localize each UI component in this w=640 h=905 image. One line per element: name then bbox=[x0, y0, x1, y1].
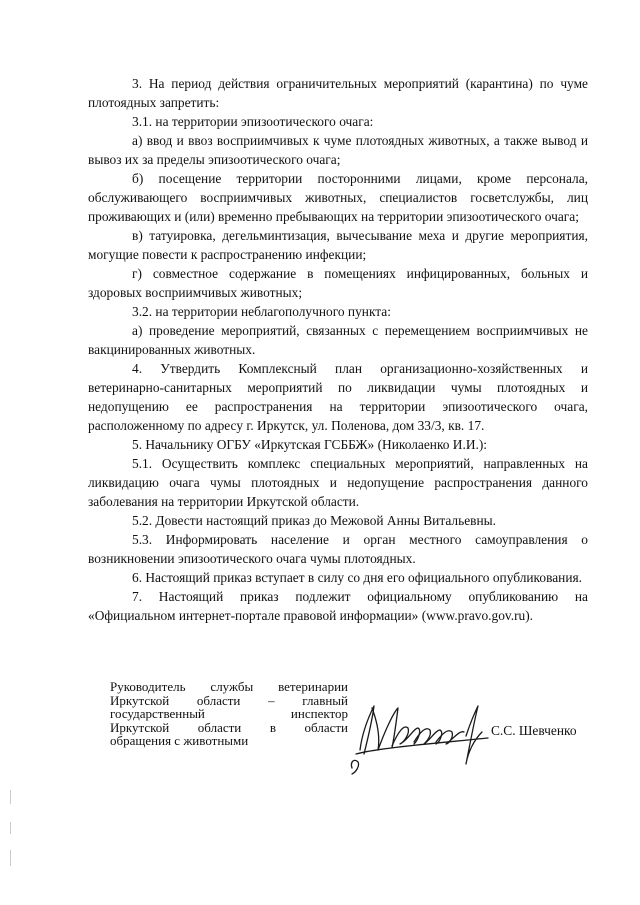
paragraph-6: 6. Настоящий приказ вступает в силу со дня его официального опубликования. bbox=[132, 570, 582, 585]
position-line: государственный инспектор bbox=[110, 706, 348, 721]
scan-margin-mark bbox=[10, 850, 11, 866]
paragraph-5-2: 5.2. Довести настоящий приказ до Межовой Анны Витальевны. bbox=[132, 513, 496, 528]
paragraph-3-1-a: а) ввод и ввоз восприимчивых к чуме плотоядных животных, а также вывод и вывоз их за пределы эпизоотического очага; bbox=[88, 133, 588, 167]
paragraph-5-1: 5.1. Осуществить комплекс специальных мероприятий, направленных на ликвидацию очага чумы плотоядных и недопущение распространения данного заболевания на территории Иркутской области. bbox=[88, 456, 588, 509]
paragraph-3-2: 3.2. на территории неблагополучного пункта: bbox=[132, 304, 391, 319]
paragraph-4: 4. Утвердить Комплексный план организационно-хозяйственных и ветеринарно-санитарных мероприятий по ликвидации чумы плотоядных и недопущению ее распространения на территории эпизоотического очага, расположенному по адресу г. Иркутск, ул. Поленова, дом 33/3, кв. 17. bbox=[88, 361, 588, 433]
scan-margin-mark bbox=[10, 822, 11, 834]
position-line: Иркутской области – главный bbox=[110, 692, 348, 708]
paragraph-3-1: 3.1. на территории эпизоотического очага: bbox=[132, 114, 374, 129]
signer-name: С.С. Шевченко bbox=[491, 723, 577, 738]
scan-margin-mark bbox=[10, 790, 11, 804]
paragraph-3-1-v: в) татуировка, дегельминтизация, вычесывание меха и другие мероприятия, могущие повести к распространению инфекции; bbox=[88, 228, 588, 262]
paragraph-3-1-g: г) совместное содержание в помещениях инфицированных, больных и здоровых восприимчивых животных; bbox=[88, 266, 588, 300]
document-body bbox=[88, 74, 588, 625]
paragraph-7: 7. Настоящий приказ подлежит официальному опубликованию на «Официальном интернет-портале правовой информации» (www.pravo.gov.ru). bbox=[88, 589, 588, 623]
position-line: обращения с животными bbox=[110, 733, 249, 748]
position-line: Руководитель службы ветеринарии bbox=[110, 679, 348, 694]
handwritten-signature bbox=[338, 688, 498, 780]
paragraph-3: 3. На период действия ограничительных мероприятий (карантина) по чуме плотоядных запретить: bbox=[88, 76, 588, 110]
paragraph-3-1-b: б) посещение территории посторонними лицами, кроме персонала, обслуживающего восприимчивых животных, специалистов госветслужбы, лиц проживающих и (или) временно пребывающих на территории эпизоотического очага; bbox=[88, 171, 588, 224]
paragraph-5: 5. Начальнику ОГБУ «Иркутская ГСББЖ» (Николаенко И.И.): bbox=[132, 437, 488, 452]
position-line: Иркутской области в области bbox=[110, 719, 348, 735]
paragraph-5-3: 5.3. Информировать население и орган местного самоуправления о возникновении эпизоотического очага чумы плотоядных. bbox=[88, 532, 588, 566]
signatory-position bbox=[110, 680, 348, 748]
paragraph-3-2-a: а) проведение мероприятий, связанных с перемещением восприимчивых не вакцинированных животных. bbox=[88, 323, 588, 357]
